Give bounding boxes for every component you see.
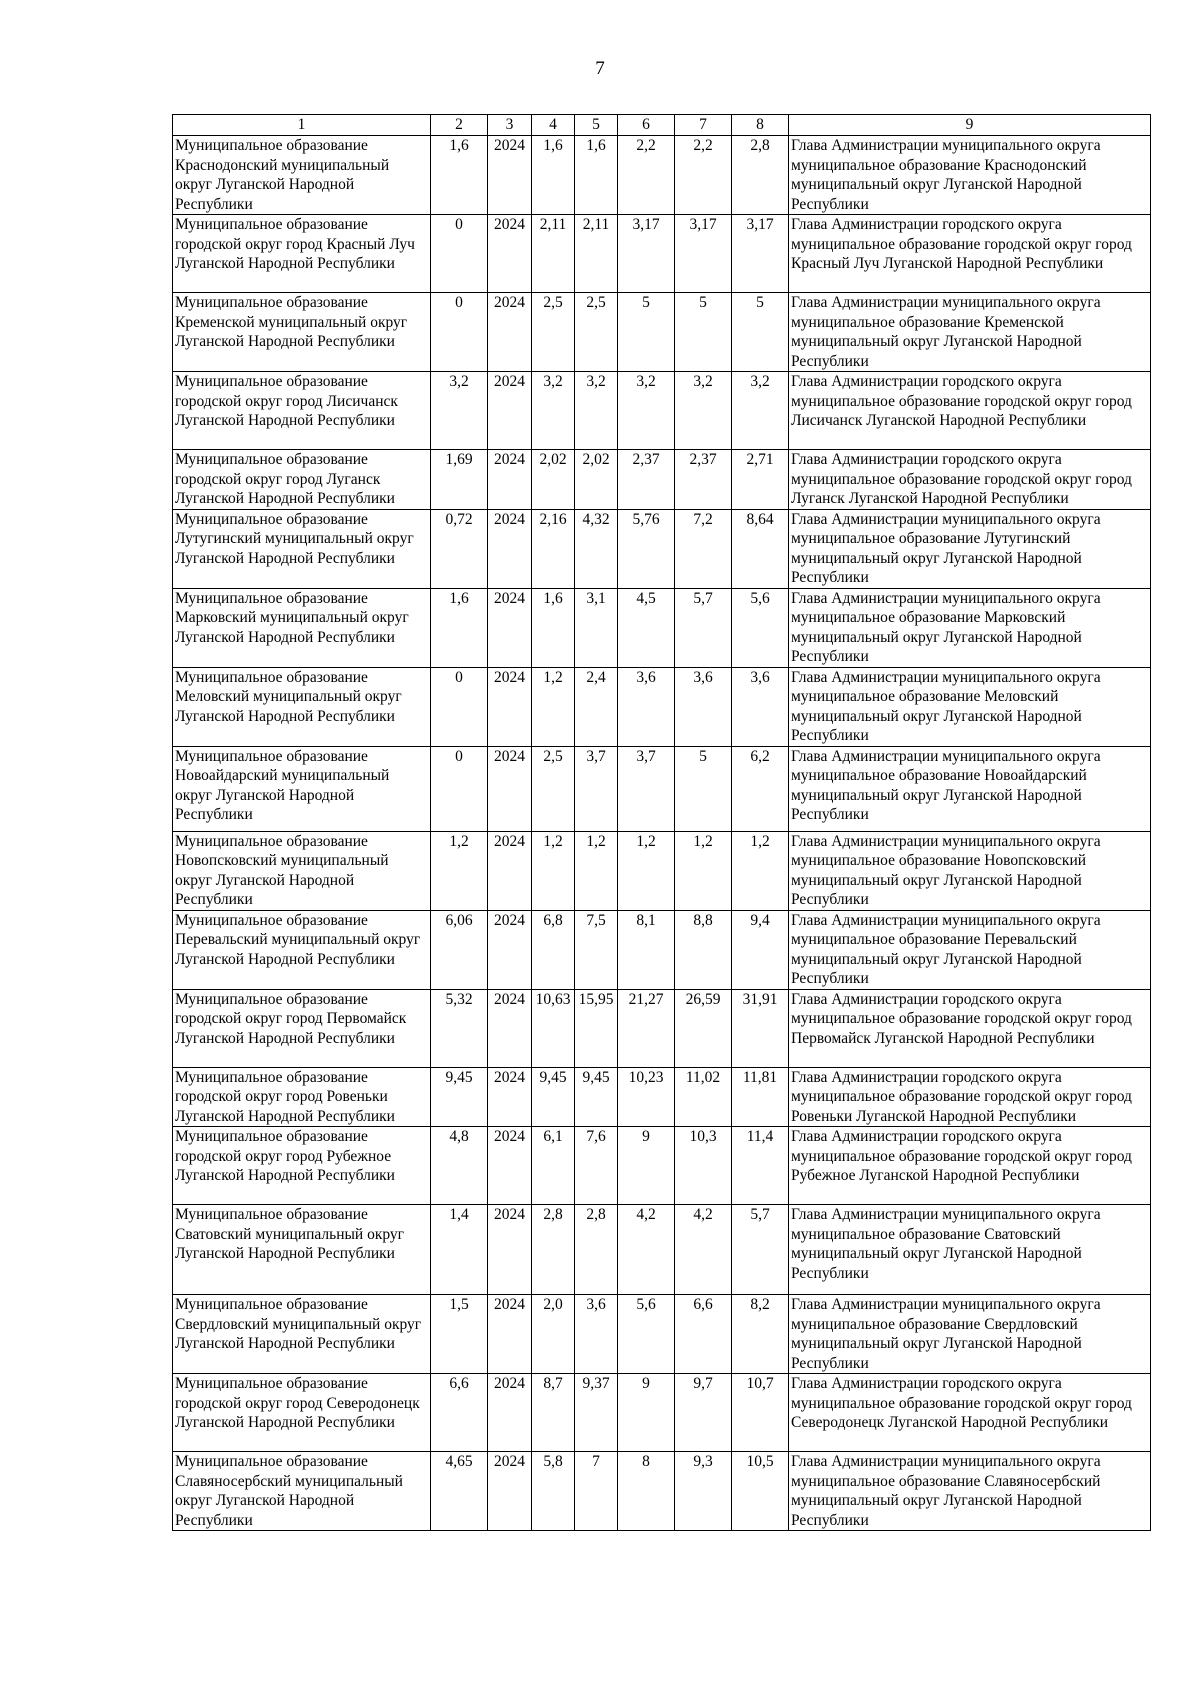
table-row bbox=[173, 1374, 1151, 1452]
table-row bbox=[173, 1452, 1151, 1531]
value-cell: 1,6 bbox=[431, 588, 488, 667]
value-cell: 7,2 bbox=[675, 509, 732, 588]
value-cell: 3,2 bbox=[618, 372, 675, 450]
value-cell: 3,2 bbox=[575, 372, 618, 450]
value-cell: 0,72 bbox=[431, 509, 488, 588]
value-cell: 3,2 bbox=[532, 372, 575, 450]
table-row bbox=[173, 746, 1151, 831]
municipality-name-cell: Муниципальное образование Новоайдарский муниципальный округ Луганской Народной Республики bbox=[173, 746, 431, 831]
value-cell: 0 bbox=[431, 215, 488, 293]
value-cell: 5,32 bbox=[431, 989, 488, 1067]
value-cell: 2024 bbox=[488, 293, 532, 372]
value-cell: 1,2 bbox=[431, 831, 488, 910]
value-cell: 2,2 bbox=[618, 136, 675, 215]
responsible-cell: Глава Администрации муниципального округа муниципальное образование Марковский муниципальный округ Луганской Народной Республики bbox=[789, 588, 1151, 667]
value-cell: 5,6 bbox=[618, 1295, 675, 1374]
municipality-name-cell: Муниципальное образование Свердловский муниципальный округ Луганской Народной Республики bbox=[173, 1295, 431, 1374]
municipality-name-cell: Муниципальное образование Лутугинский муниципальный округ Луганской Народной Республики bbox=[173, 509, 431, 588]
table-row bbox=[173, 136, 1151, 215]
responsible-cell: Глава Администрации городского округа муниципальное образование городской округ город Луганск Луганской Народной Республики bbox=[789, 450, 1151, 510]
municipality-name-cell: Муниципальное образование Краснодонский муниципальный округ Луганской Народной Республики bbox=[173, 136, 431, 215]
responsible-cell: Глава Администрации городского округа муниципальное образование городской округ город Рубежное Луганской Народной Республики bbox=[789, 1127, 1151, 1205]
value-cell: 2,71 bbox=[732, 450, 789, 510]
responsible-cell: Глава Администрации муниципального округа муниципальное образование Славяносербский муниципальный округ Луганской Народной Республики bbox=[789, 1452, 1151, 1531]
responsible-cell: Глава Администрации городского округа муниципальное образование городской округ город Северодонецк Луганской Народной Республики bbox=[789, 1374, 1151, 1452]
table-row bbox=[173, 989, 1151, 1067]
responsible-cell: Глава Администрации муниципального округа муниципальное образование Сватовский муниципальный округ Луганской Народной Республики bbox=[789, 1205, 1151, 1295]
value-cell: 26,59 bbox=[675, 989, 732, 1067]
value-cell: 0 bbox=[431, 667, 488, 746]
table-row bbox=[173, 831, 1151, 910]
table-row bbox=[173, 1205, 1151, 1295]
value-cell: 3,1 bbox=[575, 588, 618, 667]
municipality-name-cell: Муниципальное образование Славяносербский муниципальный округ Луганской Народной Республики bbox=[173, 1452, 431, 1531]
data-table bbox=[172, 114, 1151, 1531]
table-row bbox=[173, 293, 1151, 372]
municipality-name-cell: Муниципальное образование городской округ город Первомайск Луганской Народной Республики bbox=[173, 989, 431, 1067]
table-body bbox=[173, 115, 1151, 1531]
value-cell: 8,2 bbox=[732, 1295, 789, 1374]
value-cell: 8,7 bbox=[532, 1374, 575, 1452]
table-row bbox=[173, 509, 1151, 588]
table-row bbox=[173, 215, 1151, 293]
value-cell: 5,8 bbox=[532, 1452, 575, 1531]
value-cell: 15,95 bbox=[575, 989, 618, 1067]
value-cell: 2024 bbox=[488, 1452, 532, 1531]
responsible-cell: Глава Администрации городского округа муниципальное образование городской округ город Красный Луч Луганской Народной Республики bbox=[789, 215, 1151, 293]
value-cell: 3,17 bbox=[618, 215, 675, 293]
responsible-cell: Глава Администрации муниципального округа муниципальное образование Краснодонский муниципальный округ Луганской Народной Республики bbox=[789, 136, 1151, 215]
value-cell: 1,2 bbox=[732, 831, 789, 910]
value-cell: 5 bbox=[732, 293, 789, 372]
table-row bbox=[173, 450, 1151, 510]
value-cell: 2024 bbox=[488, 831, 532, 910]
responsible-cell: Глава Администрации городского округа муниципальное образование городской округ город Первомайск Луганской Народной Республики bbox=[789, 989, 1151, 1067]
value-cell: 6,6 bbox=[431, 1374, 488, 1452]
value-cell: 2,8 bbox=[732, 136, 789, 215]
value-cell: 9 bbox=[618, 1127, 675, 1205]
municipality-name-cell: Муниципальное образование Перевальский муниципальный округ Луганской Народной Республики bbox=[173, 910, 431, 989]
value-cell: 2024 bbox=[488, 450, 532, 510]
value-cell: 2024 bbox=[488, 667, 532, 746]
value-cell: 5,6 bbox=[732, 588, 789, 667]
value-cell: 2024 bbox=[488, 372, 532, 450]
responsible-cell: Глава Администрации муниципального округа муниципальное образование Новоайдарский муниципальный округ Луганской Народной Республики bbox=[789, 746, 1151, 831]
value-cell: 2024 bbox=[488, 509, 532, 588]
table-row bbox=[173, 1067, 1151, 1127]
value-cell: 3,17 bbox=[675, 215, 732, 293]
column-header: 2 bbox=[431, 115, 488, 136]
municipality-name-cell: Муниципальное образование городской округ город Лисичанск Луганской Народной Республики bbox=[173, 372, 431, 450]
value-cell: 3,2 bbox=[431, 372, 488, 450]
value-cell: 4,5 bbox=[618, 588, 675, 667]
value-cell: 3,6 bbox=[575, 1295, 618, 1374]
responsible-cell: Глава Администрации муниципального округа муниципальное образование Лутугинский муниципальный округ Луганской Народной Республики bbox=[789, 509, 1151, 588]
table-row bbox=[173, 372, 1151, 450]
table-row bbox=[173, 1295, 1151, 1374]
value-cell: 0 bbox=[431, 293, 488, 372]
value-cell: 11,4 bbox=[732, 1127, 789, 1205]
value-cell: 3,2 bbox=[675, 372, 732, 450]
value-cell: 11,81 bbox=[732, 1067, 789, 1127]
column-header: 3 bbox=[488, 115, 532, 136]
column-header: 5 bbox=[575, 115, 618, 136]
value-cell: 9 bbox=[618, 1374, 675, 1452]
value-cell: 2,2 bbox=[675, 136, 732, 215]
value-cell: 9,45 bbox=[575, 1067, 618, 1127]
municipality-name-cell: Муниципальное образование Новопсковский муниципальный округ Луганской Народной Республики bbox=[173, 831, 431, 910]
value-cell: 6,06 bbox=[431, 910, 488, 989]
responsible-cell: Глава Администрации муниципального округа муниципальное образование Новопсковский муниципальный округ Луганской Народной Республики bbox=[789, 831, 1151, 910]
value-cell: 2,4 bbox=[575, 667, 618, 746]
value-cell: 5 bbox=[675, 293, 732, 372]
value-cell: 1,2 bbox=[618, 831, 675, 910]
value-cell: 2024 bbox=[488, 1374, 532, 1452]
value-cell: 2,5 bbox=[575, 293, 618, 372]
value-cell: 3,2 bbox=[732, 372, 789, 450]
municipality-name-cell: Муниципальное образование городской округ город Северодонецк Луганской Народной Республики bbox=[173, 1374, 431, 1452]
municipality-name-cell: Муниципальное образование Меловский муниципальный округ Луганской Народной Республики bbox=[173, 667, 431, 746]
value-cell: 4,8 bbox=[431, 1127, 488, 1205]
municipality-name-cell: Муниципальное образование городской округ город Ровеньки Луганской Народной Республики bbox=[173, 1067, 431, 1127]
value-cell: 2,02 bbox=[532, 450, 575, 510]
value-cell: 7,5 bbox=[575, 910, 618, 989]
responsible-cell: Глава Администрации городского округа муниципальное образование городской округ город Ровеньки Луганской Народной Республики bbox=[789, 1067, 1151, 1127]
table-row bbox=[173, 910, 1151, 989]
value-cell: 8,64 bbox=[732, 509, 789, 588]
column-header: 4 bbox=[532, 115, 575, 136]
value-cell: 2,0 bbox=[532, 1295, 575, 1374]
value-cell: 6,1 bbox=[532, 1127, 575, 1205]
municipality-name-cell: Муниципальное образование Кременской муниципальный округ Луганской Народной Республики bbox=[173, 293, 431, 372]
value-cell: 2024 bbox=[488, 136, 532, 215]
municipality-name-cell: Муниципальное образование городской округ город Рубежное Луганской Народной Республики bbox=[173, 1127, 431, 1205]
value-cell: 9,45 bbox=[532, 1067, 575, 1127]
responsible-cell: Глава Администрации муниципального округа муниципальное образование Перевальский муниципальный округ Луганской Народной Республики bbox=[789, 910, 1151, 989]
municipality-name-cell: Муниципальное образование городской округ город Красный Луч Луганской Народной Республики bbox=[173, 215, 431, 293]
value-cell: 6,8 bbox=[532, 910, 575, 989]
table-row bbox=[173, 1127, 1151, 1205]
value-cell: 10,7 bbox=[732, 1374, 789, 1452]
value-cell: 4,2 bbox=[675, 1205, 732, 1295]
value-cell: 3,7 bbox=[618, 746, 675, 831]
value-cell: 11,02 bbox=[675, 1067, 732, 1127]
value-cell: 8 bbox=[618, 1452, 675, 1531]
value-cell: 2024 bbox=[488, 1127, 532, 1205]
value-cell: 2,02 bbox=[575, 450, 618, 510]
value-cell: 2,11 bbox=[575, 215, 618, 293]
municipality-name-cell: Муниципальное образование Марковский муниципальный округ Луганской Народной Республики bbox=[173, 588, 431, 667]
value-cell: 2024 bbox=[488, 746, 532, 831]
value-cell: 5 bbox=[618, 293, 675, 372]
value-cell: 7 bbox=[575, 1452, 618, 1531]
value-cell: 1,2 bbox=[575, 831, 618, 910]
value-cell: 2,16 bbox=[532, 509, 575, 588]
value-cell: 1,4 bbox=[431, 1205, 488, 1295]
value-cell: 1,69 bbox=[431, 450, 488, 510]
value-cell: 9,4 bbox=[732, 910, 789, 989]
responsible-cell: Глава Администрации городского округа муниципальное образование городской округ город Лисичанск Луганской Народной Республики bbox=[789, 372, 1151, 450]
value-cell: 1,6 bbox=[431, 136, 488, 215]
value-cell: 2,37 bbox=[618, 450, 675, 510]
value-cell: 2024 bbox=[488, 910, 532, 989]
value-cell: 2,8 bbox=[532, 1205, 575, 1295]
value-cell: 10,23 bbox=[618, 1067, 675, 1127]
column-header: 1 bbox=[173, 115, 431, 136]
value-cell: 3,6 bbox=[675, 667, 732, 746]
municipality-name-cell: Муниципальное образование Сватовский муниципальный округ Луганской Народной Республики bbox=[173, 1205, 431, 1295]
value-cell: 2024 bbox=[488, 1067, 532, 1127]
value-cell: 2,5 bbox=[532, 746, 575, 831]
value-cell: 3,6 bbox=[618, 667, 675, 746]
responsible-cell: Глава Администрации муниципального округа муниципальное образование Кременской муниципальный округ Луганской Народной Республики bbox=[789, 293, 1151, 372]
value-cell: 2,5 bbox=[532, 293, 575, 372]
value-cell: 8,8 bbox=[675, 910, 732, 989]
value-cell: 10,63 bbox=[532, 989, 575, 1067]
value-cell: 1,6 bbox=[575, 136, 618, 215]
value-cell: 3,17 bbox=[732, 215, 789, 293]
value-cell: 4,65 bbox=[431, 1452, 488, 1531]
page-number: 7 bbox=[595, 58, 605, 79]
column-header: 8 bbox=[732, 115, 789, 136]
value-cell: 9,45 bbox=[431, 1067, 488, 1127]
value-cell: 2024 bbox=[488, 989, 532, 1067]
responsible-cell: Глава Администрации муниципального округа муниципальное образование Меловский муниципальный округ Луганской Народной Республики bbox=[789, 667, 1151, 746]
value-cell: 1,2 bbox=[532, 831, 575, 910]
column-header: 9 bbox=[789, 115, 1151, 136]
value-cell: 7,6 bbox=[575, 1127, 618, 1205]
column-header: 6 bbox=[618, 115, 675, 136]
table-header-row bbox=[173, 115, 1151, 136]
value-cell: 2024 bbox=[488, 215, 532, 293]
value-cell: 5 bbox=[675, 746, 732, 831]
value-cell: 10,5 bbox=[732, 1452, 789, 1531]
value-cell: 5,7 bbox=[732, 1205, 789, 1295]
value-cell: 1,5 bbox=[431, 1295, 488, 1374]
value-cell: 8,1 bbox=[618, 910, 675, 989]
value-cell: 6,2 bbox=[732, 746, 789, 831]
value-cell: 1,6 bbox=[532, 136, 575, 215]
value-cell: 9,3 bbox=[675, 1452, 732, 1531]
value-cell: 5,76 bbox=[618, 509, 675, 588]
value-cell: 1,2 bbox=[675, 831, 732, 910]
value-cell: 0 bbox=[431, 746, 488, 831]
value-cell: 10,3 bbox=[675, 1127, 732, 1205]
value-cell: 4,32 bbox=[575, 509, 618, 588]
value-cell: 2024 bbox=[488, 1295, 532, 1374]
table-row bbox=[173, 588, 1151, 667]
value-cell: 4,2 bbox=[618, 1205, 675, 1295]
value-cell: 21,27 bbox=[618, 989, 675, 1067]
value-cell: 31,91 bbox=[732, 989, 789, 1067]
responsible-cell: Глава Администрации муниципального округа муниципальное образование Свердловский муниципальный округ Луганской Народной Республики bbox=[789, 1295, 1151, 1374]
value-cell: 3,7 bbox=[575, 746, 618, 831]
column-header: 7 bbox=[675, 115, 732, 136]
value-cell: 3,6 bbox=[732, 667, 789, 746]
value-cell: 9,7 bbox=[675, 1374, 732, 1452]
value-cell: 9,37 bbox=[575, 1374, 618, 1452]
value-cell: 2,8 bbox=[575, 1205, 618, 1295]
value-cell: 2,11 bbox=[532, 215, 575, 293]
value-cell: 2,37 bbox=[675, 450, 732, 510]
value-cell: 1,6 bbox=[532, 588, 575, 667]
table-row bbox=[173, 667, 1151, 746]
value-cell: 2024 bbox=[488, 1205, 532, 1295]
municipality-name-cell: Муниципальное образование городской округ город Луганск Луганской Народной Республики bbox=[173, 450, 431, 510]
value-cell: 1,2 bbox=[532, 667, 575, 746]
value-cell: 5,7 bbox=[675, 588, 732, 667]
value-cell: 6,6 bbox=[675, 1295, 732, 1374]
value-cell: 2024 bbox=[488, 588, 532, 667]
